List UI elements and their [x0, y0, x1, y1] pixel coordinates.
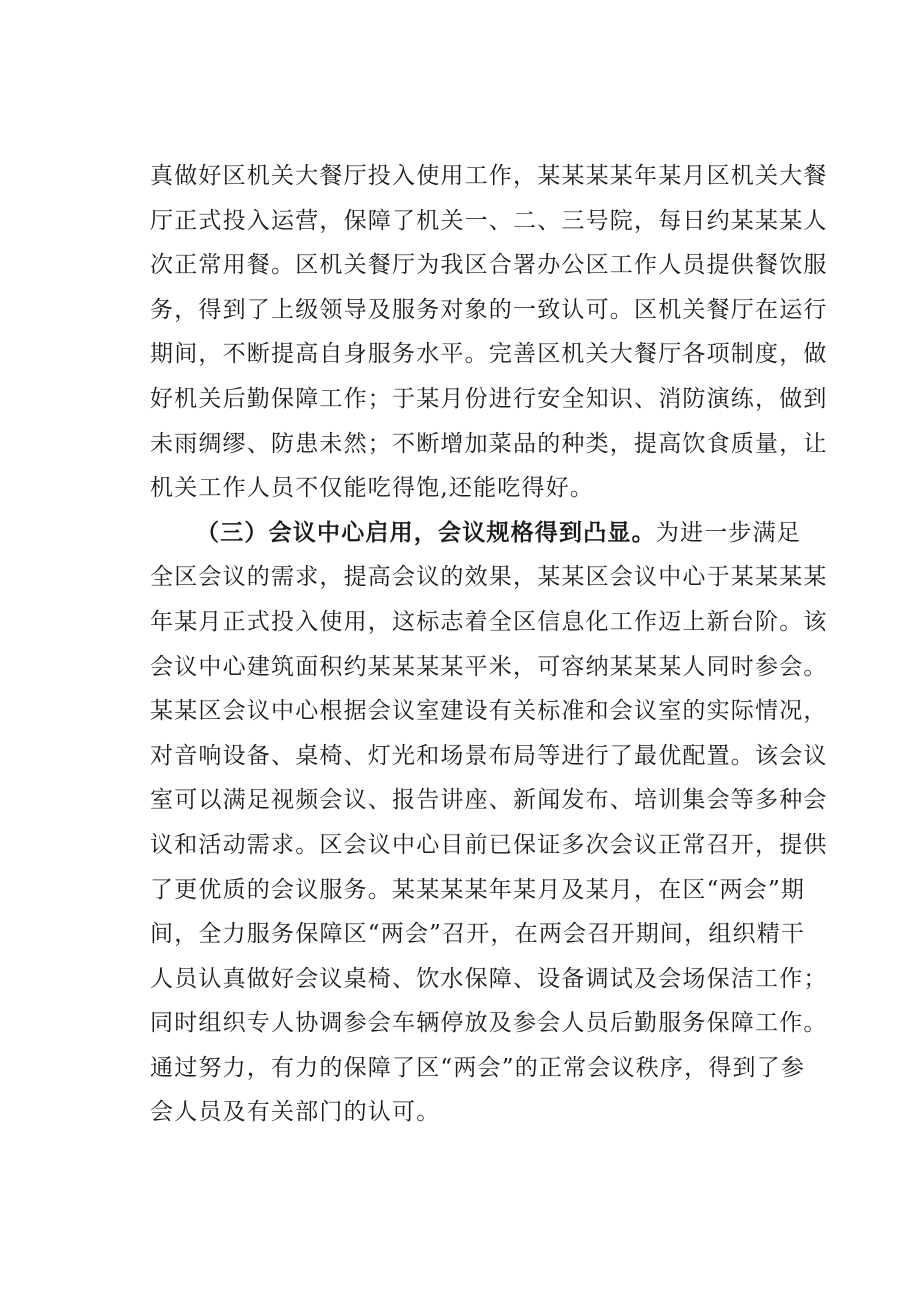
text-line: 议和活动需求。区会议中心目前已保证多次会议正常召开，提供 [150, 831, 828, 858]
text-line: 全区会议的需求，提高会议的效果，某某区会议中心于某某某某 [150, 564, 828, 591]
text-line: 好机关后勤保障工作；于某月份进行安全知识、消防演练，做到 [150, 385, 828, 412]
text-line: 同时组织专人协调参会车辆停放及参会人员后勤服务保障工作。 [150, 1010, 828, 1037]
text-line: 人员认真做好会议桌椅、饮水保障、设备调试及会场保洁工作； [150, 965, 828, 992]
text-line: 真做好区机关大餐厅投入使用工作，某某某某年某月区机关大餐 [150, 163, 828, 189]
text-line: 室可以满足视频会议、报告讲座、新闻发布、培训集会等多种会 [150, 787, 828, 814]
text-line: 会议中心建筑面积约某某某某平米，可容纳某某某人同时参会。 [150, 653, 828, 680]
text-line: 机关工作人员不仅能吃得饱,还能吃得好。 [150, 475, 595, 502]
text-line: 会人员及有关部门的认可。 [150, 1099, 441, 1126]
paragraph-canteen [150, 154, 828, 511]
section-heading: （三）会议中心启用，会议规格得到凸显。 [196, 518, 656, 546]
text-line: 年某月正式投入使用，这标志着全区信息化工作迈上新台阶。该 [150, 608, 828, 635]
text-line: 期间，不断提高自身服务水平。完善区机关大餐厅各项制度，做 [150, 341, 828, 368]
text-line: 务，得到了上级领导及服务对象的一致认可。区机关餐厅在运行 [150, 296, 828, 323]
text-line: 未雨绸缪、防患未然；不断增加菜品的种类，提高饮食质量，让 [150, 430, 828, 457]
heading-continuation: 为进一步满足 [655, 519, 802, 546]
paragraph-first-line [150, 511, 810, 556]
body-text [150, 154, 828, 1135]
text-line: 间，全力服务保障区“两会”召开，在两会召开期间，组织精干 [150, 921, 806, 948]
text-line: 对音响设备、桌椅、灯光和场景布局等进行了最优配置。该会议 [150, 742, 828, 769]
paragraph-meeting-center [150, 511, 828, 1135]
text-line: 了更优质的会议服务。某某某某年某月及某月，在区“两会”期 [150, 876, 806, 903]
text-line: 厅正式投入运营，保障了机关一、二、三号院，每日约某某某人 [150, 207, 828, 234]
text-line: 通过努力，有力的保障了区“两会”的正常会议秩序，得到了参 [150, 1054, 806, 1081]
text-line: 某某区会议中心根据会议室建设有关标准和会议室的实际情况， [150, 698, 828, 725]
text-line: 次正常用餐。区机关餐厅为我区合署办公区工作人员提供餐饮服 [150, 252, 828, 279]
